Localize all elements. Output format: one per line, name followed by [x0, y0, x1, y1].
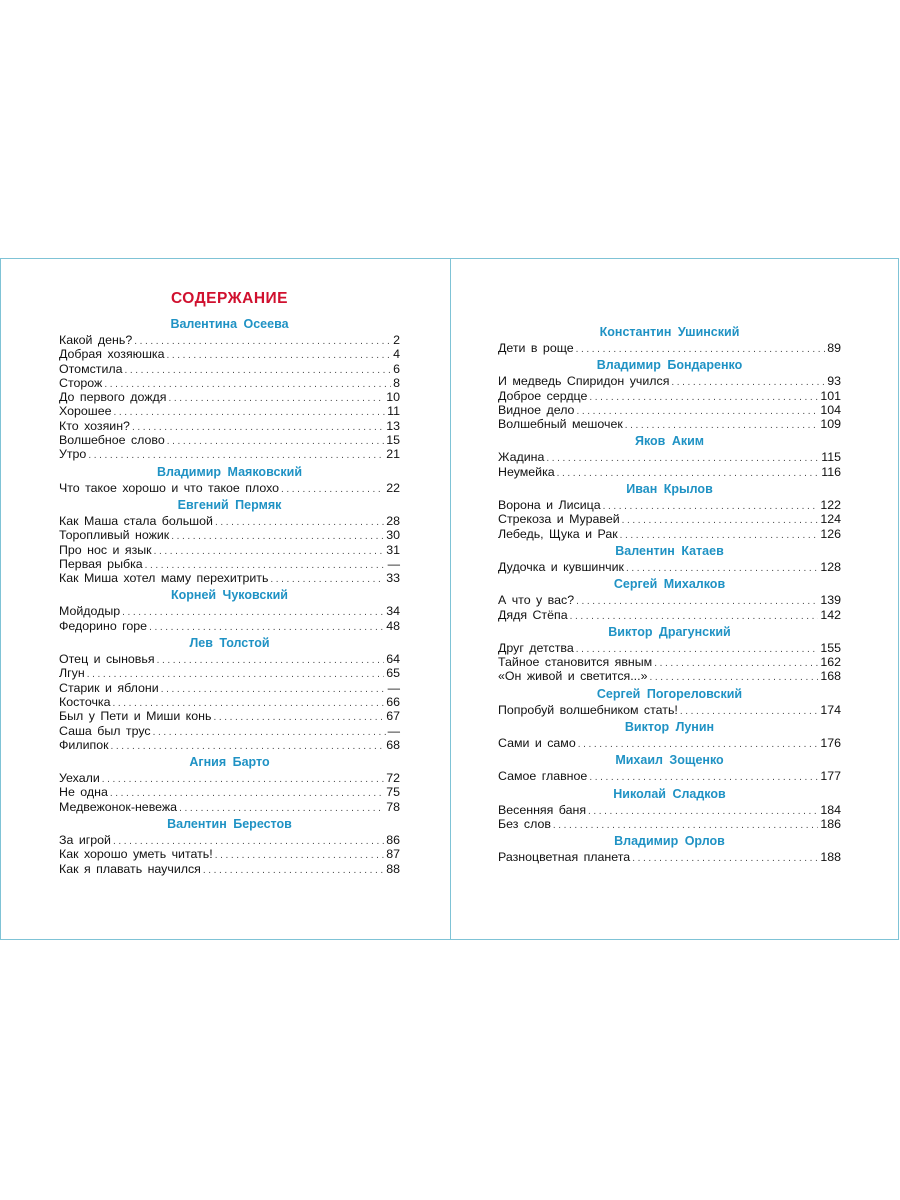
toc-section: [498, 786, 841, 832]
dot-leader: [680, 705, 818, 719]
entry-title: Торопливый ножик: [59, 528, 170, 543]
toc-entry: [498, 498, 841, 512]
toc-entry: [59, 847, 400, 861]
dot-leader: [114, 406, 386, 420]
toc-entry: [498, 465, 841, 479]
toc-entry: [59, 419, 400, 433]
toc-section: [498, 357, 841, 431]
author-heading: Михаил Зощенко: [615, 753, 724, 768]
toc-entry: [59, 833, 400, 847]
entry-title: Попробуй волшебником стать!: [498, 702, 678, 717]
author-heading: Валентин Берестов: [167, 817, 292, 832]
entry-title: Как хорошо уметь читать!: [59, 847, 213, 862]
dot-leader: [149, 621, 384, 635]
entry-title: Как Маша стала большой: [59, 513, 213, 528]
toc-entry: [498, 641, 841, 655]
right-toc: [498, 324, 841, 865]
toc-section: [498, 433, 841, 479]
entry-title: А что у вас?: [498, 593, 575, 608]
page-number: 48: [386, 618, 400, 633]
dot-leader: [88, 449, 384, 463]
page-number: 126: [820, 526, 841, 541]
toc-entry: [59, 376, 400, 390]
dot-leader: [134, 335, 391, 349]
toc-section: [498, 719, 841, 750]
entry-title: «Он живой и светится...»: [498, 669, 648, 684]
dot-leader: [649, 671, 818, 685]
dot-leader: [157, 654, 385, 668]
page-number: 10: [386, 390, 400, 405]
author-heading: Яков Аким: [634, 434, 705, 449]
toc-section: [59, 497, 400, 585]
toc-entry: [498, 769, 841, 783]
toc-entry: [498, 593, 841, 607]
toc-entry: [59, 528, 400, 542]
page-number: 128: [820, 559, 841, 574]
page-number: 28: [386, 513, 400, 528]
entry-title: Утро: [59, 447, 87, 462]
toc-entry: [498, 736, 841, 750]
toc-entry: [498, 527, 841, 541]
page-number: 104: [820, 402, 841, 417]
dot-leader: [626, 562, 818, 576]
entry-title: Жадина: [498, 450, 545, 465]
toc-entry: [59, 481, 400, 495]
author-heading: Сергей Погореловский: [596, 686, 743, 701]
author-heading: Николай Сладков: [613, 786, 726, 801]
entry-title: Друг детства: [498, 640, 574, 655]
left-page: [59, 288, 400, 878]
toc-entry: [59, 738, 400, 752]
page-number: 124: [820, 512, 841, 527]
author-heading: Константин Ушинский: [599, 325, 740, 339]
page-number: 109: [820, 417, 841, 432]
toc-section: [59, 816, 400, 876]
toc-entry: [59, 695, 400, 709]
author-heading: Агния Барто: [189, 755, 270, 770]
page-number: 75: [386, 785, 400, 800]
toc-entry: [59, 800, 400, 814]
toc-entry: [59, 543, 400, 557]
dot-leader: [578, 738, 819, 752]
entry-title: Как я плавать научился: [59, 861, 201, 876]
page-number: 15: [386, 433, 400, 448]
toc-entry: [498, 389, 841, 403]
toc-entry: [59, 785, 400, 799]
entry-title: Неумейка: [498, 464, 555, 479]
dot-leader: [203, 864, 384, 878]
entry-title: Уехали: [59, 771, 100, 786]
entry-title: Лебедь, Щука и Рак: [498, 526, 618, 541]
page-number: 30: [386, 528, 400, 543]
author-heading: Владимир Маяковский: [156, 464, 303, 479]
page-number: —: [387, 723, 400, 738]
entry-title: Тайное становится явным: [498, 655, 653, 670]
toc-entry: [59, 619, 400, 633]
toc-section: [498, 752, 841, 783]
entry-title: Филипок: [59, 737, 109, 752]
author-heading: Виктор Лунин: [624, 720, 715, 735]
dot-leader: [153, 726, 386, 740]
toc-entry: [59, 571, 400, 585]
entry-title: Доброе сердце: [498, 388, 588, 403]
page-number: —: [387, 680, 400, 695]
page-number: 11: [387, 404, 400, 419]
dot-leader: [625, 419, 819, 433]
author-heading: Валентин Катаев: [615, 543, 724, 558]
dot-leader: [654, 657, 818, 671]
page-number: 34: [386, 604, 400, 619]
page-number: 66: [386, 694, 400, 709]
entry-title: Отомстила: [59, 361, 123, 376]
page-number: 68: [386, 737, 400, 752]
dot-leader: [622, 514, 819, 528]
entry-title: И медведь Спиридон учился: [498, 374, 670, 389]
dot-leader: [557, 467, 820, 481]
toc-section: [498, 576, 841, 622]
dot-leader: [167, 435, 384, 449]
dot-leader: [588, 805, 818, 819]
entry-title: Как Миша хотел маму перехитрить: [59, 571, 269, 586]
dot-leader: [576, 595, 818, 609]
dot-leader: [215, 516, 384, 530]
toc-entry: [59, 404, 400, 418]
toc-section: [498, 833, 841, 864]
toc-entry: [498, 450, 841, 464]
toc-entry: [59, 514, 400, 528]
dot-leader: [281, 483, 384, 497]
entry-title: Кто хозяин?: [59, 418, 130, 433]
entry-title: Ворона и Лисица: [498, 498, 601, 513]
toc-entry: [59, 652, 400, 666]
toc-entry: [59, 362, 400, 376]
toc-section: [59, 754, 400, 814]
toc-section: [498, 686, 841, 717]
toc-entry: [59, 447, 400, 461]
toc-section: [498, 481, 841, 541]
page-number: 21: [386, 447, 400, 462]
dot-leader: [122, 606, 384, 620]
entry-title: Сторож: [59, 375, 103, 390]
page-number: 31: [386, 542, 400, 557]
toc-entry: [59, 666, 400, 680]
entry-title: Лгун: [59, 666, 85, 681]
dot-leader: [576, 343, 826, 357]
author-heading: Лев Толстой: [189, 636, 270, 651]
entry-title: Про нос и язык: [59, 542, 152, 557]
toc-entry: [498, 703, 841, 717]
author-heading: Корней Чуковский: [171, 588, 288, 603]
page-number: 184: [820, 802, 841, 817]
entry-title: Дядя Стёпа: [498, 607, 568, 622]
page-number: —: [387, 556, 400, 571]
page-number: 116: [821, 464, 841, 479]
dot-leader: [620, 529, 819, 543]
page-number: 155: [820, 640, 841, 655]
dot-leader: [154, 545, 385, 559]
toc-section: [59, 464, 400, 495]
entry-title: Весенняя баня: [498, 802, 587, 817]
toc-entry: [59, 333, 400, 347]
entry-title: Был у Пети и Миши конь: [59, 709, 212, 724]
entry-title: Косточка: [59, 694, 111, 709]
entry-title: Не одна: [59, 785, 108, 800]
dot-leader: [546, 452, 819, 466]
entry-title: Сами и само: [498, 736, 576, 751]
author-heading: Владимир Орлов: [614, 834, 725, 849]
entry-title: Добрая хозяюшка: [59, 347, 165, 362]
dot-leader: [603, 500, 819, 514]
toc-entry: [498, 655, 841, 669]
page-number: 174: [820, 702, 841, 717]
page-number: 139: [820, 593, 841, 608]
right-page: [498, 324, 841, 867]
page-number: 188: [820, 850, 841, 865]
page-number: 101: [820, 388, 841, 403]
page-number: 22: [386, 480, 400, 495]
toc-entry: [498, 341, 841, 355]
toc-entry: [498, 669, 841, 683]
dot-leader: [179, 802, 384, 816]
toc-section: [498, 543, 841, 574]
toc-entry: [498, 850, 841, 864]
page-number: 176: [820, 736, 841, 751]
toc-entry: [498, 512, 841, 526]
toc-entry: [59, 604, 400, 618]
page-number: 87: [386, 847, 400, 862]
toc-entry: [59, 347, 400, 361]
entry-title: Дудочка и кувшинчик: [498, 559, 624, 574]
entry-title: Первая рыбка: [59, 556, 143, 571]
page-number: 142: [820, 607, 841, 622]
dot-leader: [589, 391, 818, 405]
dot-leader: [166, 349, 391, 363]
page-number: 177: [820, 769, 841, 784]
toc-entry: [59, 724, 400, 738]
author-heading: Владимир Бондаренко: [596, 358, 743, 373]
entry-title: Старик и яблони: [59, 680, 159, 695]
author-heading: Иван Крылов: [626, 482, 713, 497]
entry-title: Без слов: [498, 816, 551, 831]
dot-leader: [270, 573, 384, 587]
entry-title: Какой день?: [59, 333, 133, 347]
dot-leader: [570, 610, 819, 624]
entry-title: Федорино горе: [59, 618, 148, 633]
dot-leader: [589, 771, 818, 785]
toc-entry: [498, 374, 841, 388]
toc-entry: [498, 560, 841, 574]
page-number: 2: [393, 333, 400, 347]
toc-entry: [59, 709, 400, 723]
page-number: 88: [386, 861, 400, 876]
left-toc: [59, 316, 400, 876]
dot-leader: [553, 819, 818, 833]
page-number: 4: [393, 347, 400, 362]
dot-leader: [632, 852, 818, 866]
toc-entry: [59, 771, 400, 785]
page-number: 72: [386, 771, 400, 786]
entry-title: Видное дело: [498, 402, 575, 417]
entry-title: Стрекоза и Муравей: [498, 512, 620, 527]
page-number: 67: [386, 709, 400, 724]
author-heading: Валентина Осеева: [170, 317, 289, 331]
page-number: 78: [386, 799, 400, 814]
toc-entry: [59, 681, 400, 695]
toc-section: [498, 324, 841, 355]
entry-title: За игрой: [59, 833, 111, 848]
entry-title: Что такое хорошо и что такое плохо: [59, 480, 280, 495]
page-number: 93: [827, 374, 841, 389]
book-spine: [450, 258, 451, 940]
dot-leader: [213, 711, 384, 725]
entry-title: Разноцветная планета: [498, 850, 631, 865]
toc-entry: [59, 433, 400, 447]
page-number: 122: [820, 498, 841, 513]
entry-title: Волшебное слово: [59, 433, 165, 448]
page-number: 33: [386, 571, 400, 586]
entry-title: Мойдодыр: [59, 604, 121, 619]
entry-title: Саша был трус: [59, 723, 151, 738]
page-number: 168: [820, 669, 841, 684]
entry-title: Самое главное: [498, 769, 588, 784]
page-number: 6: [393, 361, 400, 376]
toc-entry: [498, 417, 841, 431]
entry-title: Дети в роще: [498, 341, 574, 355]
dot-leader: [168, 392, 384, 406]
author-heading: Виктор Драгунский: [608, 624, 731, 639]
toc-entry: [59, 557, 400, 571]
entry-title: Отец и сыновья: [59, 652, 155, 667]
page-number: 86: [386, 833, 400, 848]
dot-leader: [132, 421, 384, 435]
dot-leader: [671, 376, 825, 390]
toc-entry: [498, 803, 841, 817]
entry-title: Медвежонок-невежа: [59, 799, 178, 814]
dot-leader: [111, 740, 385, 754]
author-heading: Евгений Пермяк: [177, 497, 282, 512]
entry-title: Хорошее: [59, 404, 112, 419]
page-number: 186: [820, 816, 841, 831]
author-heading: Сергей Михалков: [613, 577, 726, 592]
page-number: 8: [393, 375, 400, 390]
toc-section: [498, 624, 841, 684]
dot-leader: [102, 773, 384, 787]
page-number: 64: [386, 652, 400, 667]
page-number: 65: [386, 666, 400, 681]
entry-title: До первого дождя: [59, 390, 167, 405]
page-number: 162: [820, 655, 841, 670]
toc-title: СОДЕРЖАНИЕ: [170, 290, 289, 307]
toc-entry: [498, 608, 841, 622]
dot-leader: [161, 683, 386, 697]
page-number: 13: [386, 418, 400, 433]
toc-entry: [59, 862, 400, 876]
toc-entry: [498, 403, 841, 417]
toc-entry: [498, 817, 841, 831]
entry-title: Волшебный мешочек: [498, 417, 623, 432]
dot-leader: [171, 530, 384, 544]
toc-section: [59, 635, 400, 752]
toc-section: [59, 587, 400, 633]
dot-leader: [125, 364, 392, 378]
page-number: 89: [827, 341, 841, 355]
page-number: 115: [821, 450, 841, 465]
dot-leader: [215, 849, 384, 863]
toc-entry: [59, 390, 400, 404]
toc-section: [59, 316, 400, 462]
